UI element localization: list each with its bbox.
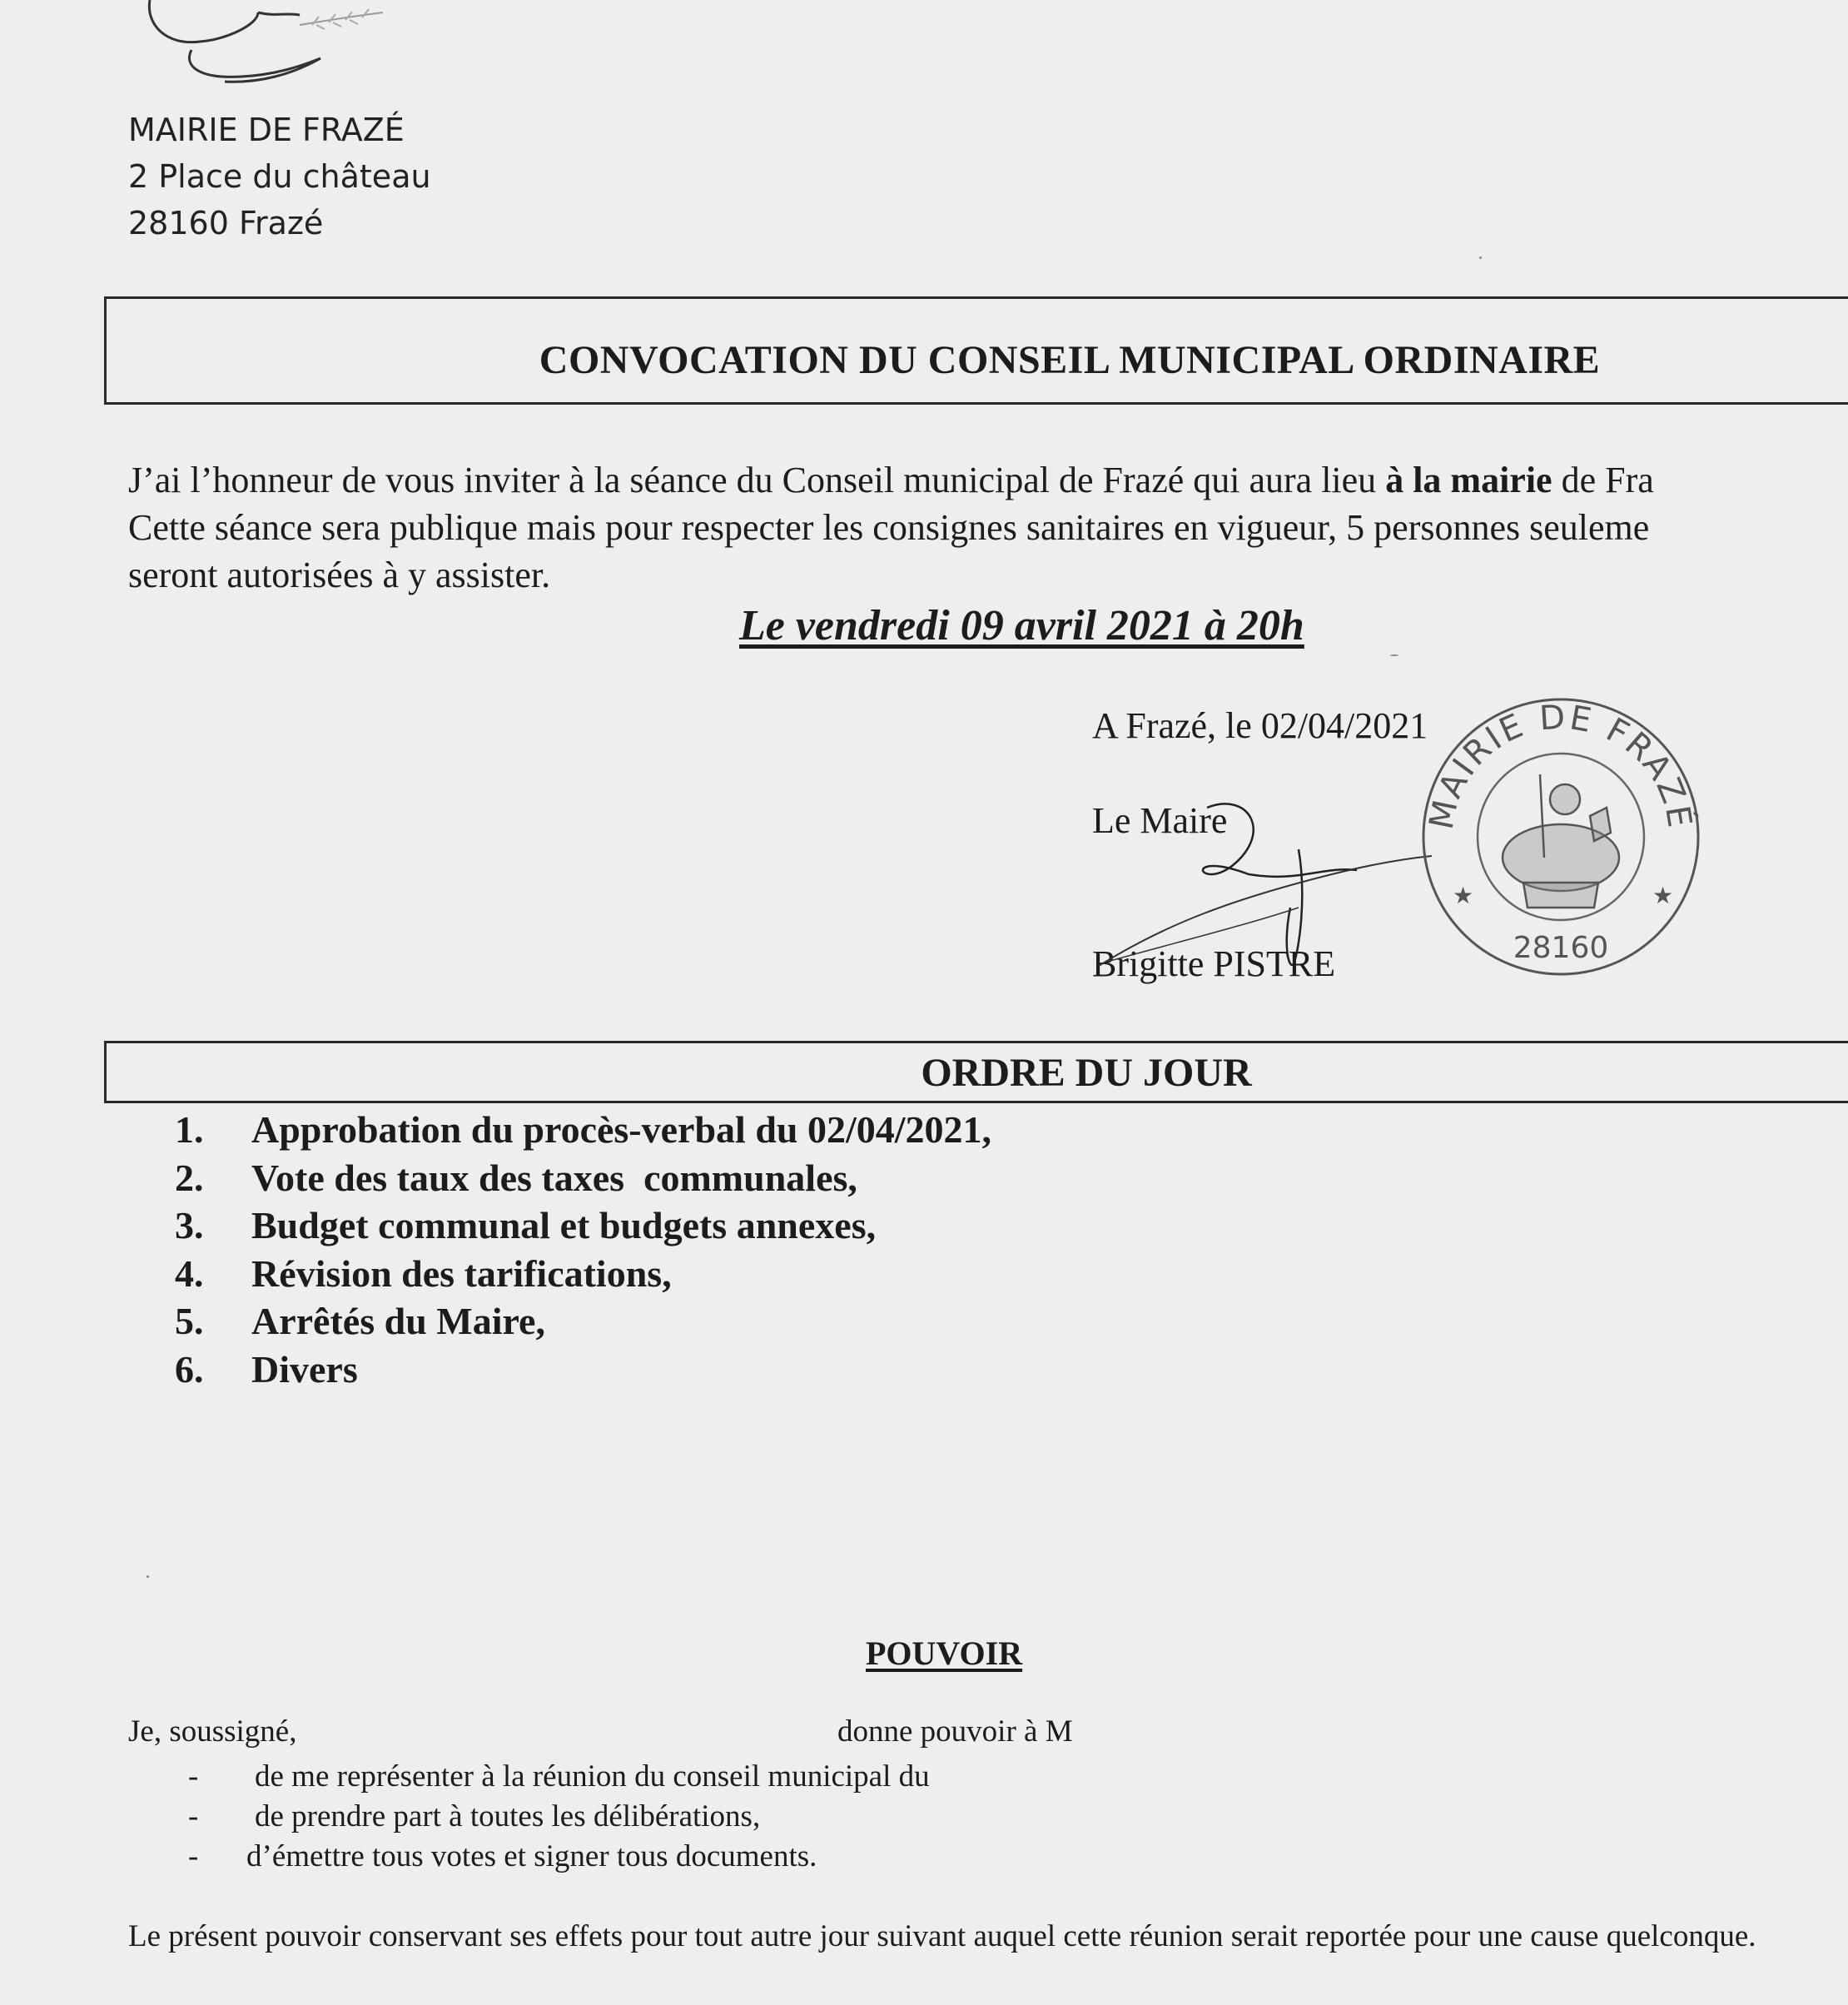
proxy-item <box>188 1797 930 1837</box>
agenda-item-text: Budget communal et budgets annexes, <box>251 1204 877 1246</box>
agenda-item-number: 6. <box>175 1347 204 1391</box>
proxy-item-dash: - <box>188 1839 199 1873</box>
seal-postcode: 28160 <box>1513 931 1609 965</box>
intro-line-1-end: de Fra <box>1552 460 1654 500</box>
signature-name: Brigitte PISTRE <box>1092 943 1336 984</box>
intro-paragraph <box>128 456 1848 599</box>
agenda-title: ORDRE DU JOUR <box>921 1051 1252 1095</box>
title-box <box>104 296 1848 405</box>
document-title: CONVOCATION DU CONSEIL MUNICIPAL ORDINAIRE <box>539 338 1601 382</box>
seal-text: MAIRIE DE FRAZÉ <box>1422 698 1700 833</box>
signature-role: Le Maire <box>1092 800 1228 841</box>
svg-text:★: ★ <box>1453 883 1474 909</box>
proxy-item-dash: - <box>188 1759 199 1794</box>
proxy-item-text: de me représenter à la réunion du conseil municipal du <box>255 1759 930 1794</box>
signature-place-date: A Frazé, le 02/04/2021 <box>1092 705 1428 746</box>
agenda-item <box>175 1297 991 1346</box>
sender-name: MAIRIE DE FRAZÉ <box>128 112 405 148</box>
proxy-item <box>188 1837 930 1877</box>
agenda-item-text: Révision des tarifications, <box>251 1251 672 1295</box>
agenda-box <box>104 1041 1848 1103</box>
agenda-item <box>175 1106 991 1154</box>
agenda-list <box>175 1106 991 1393</box>
agenda-item-text: Divers <box>251 1347 358 1391</box>
agenda-item <box>175 1250 991 1298</box>
handwritten-signature <box>1082 783 1432 983</box>
meeting-date: Le vendredi 09 avril 2021 à 20h <box>739 602 1304 649</box>
agenda-item-text: Vote des taux des taxes communales, <box>251 1156 857 1199</box>
sender-address <box>128 107 431 246</box>
agenda-item-number: 2. <box>175 1156 204 1199</box>
proxy-item-text: d’émettre tous votes et signer tous documents. <box>246 1839 817 1873</box>
intro-line-3: seront autorisées à y assister. <box>128 555 551 595</box>
proxy-title: POUVOIR <box>866 1634 1023 1672</box>
municipal-seal-icon <box>1415 691 1706 983</box>
agenda-item <box>175 1202 991 1250</box>
proxy-item <box>188 1757 930 1797</box>
proxy-item-dash: - <box>188 1799 199 1833</box>
intro-location-bold: à la mairie <box>1385 460 1552 500</box>
sender-street: 2 Place du château <box>128 158 431 195</box>
scan-speck <box>1390 654 1398 656</box>
agenda-item-number: 5. <box>175 1300 204 1342</box>
agenda-item-number: 4. <box>175 1251 204 1295</box>
agenda-item-text: Approbation du procès-verbal du 02/04/2021, <box>251 1108 992 1151</box>
proxy-gives-power: donne pouvoir à M <box>837 1714 1073 1749</box>
dove-logo-icon <box>133 0 400 92</box>
proxy-undersigned: Je, soussigné, <box>128 1714 297 1749</box>
intro-line-1-text: J’ai l’honneur de vous inviter à la séance du Conseil municipal de Frazé qui aura lieu <box>128 460 1386 500</box>
proxy-list <box>188 1757 930 1877</box>
agenda-item <box>175 1346 991 1394</box>
agenda-item-number: 1. <box>175 1108 204 1151</box>
sender-city: 28160 Frazé <box>128 205 324 241</box>
proxy-item-text: de prendre part à toutes les délibérations, <box>255 1799 761 1833</box>
agenda-item-text: Arrêtés du Maire, <box>251 1300 545 1342</box>
scan-speck <box>1479 256 1482 259</box>
proxy-footer: Le présent pouvoir conservant ses effets pour tout autre jour suivant auquel cette réunion serait reportée pour une cause quelconque. <box>128 1919 1756 1953</box>
svg-text:★: ★ <box>1652 883 1674 909</box>
scan-speck <box>147 1575 149 1578</box>
intro-line-1 <box>128 456 1848 504</box>
agenda-item <box>175 1154 991 1202</box>
agenda-item-number: 3. <box>175 1204 204 1246</box>
intro-line-2: Cette séance sera publique mais pour respecter les consignes sanitaires en vigueur, 5 personnes seuleme <box>128 507 1650 548</box>
